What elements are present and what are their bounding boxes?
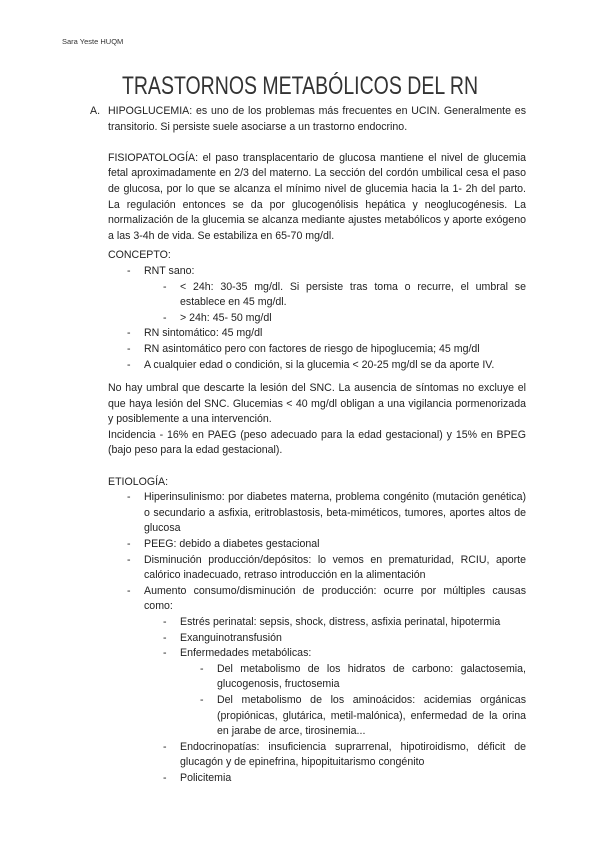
etiologia-heading: ETIOLOGÍA: [108,475,169,488]
concepto-heading: CONCEPTO: [108,249,171,262]
list-item: - RN sintomático: 45 mg/dl [108,326,526,342]
hipoglucemia-intro: HIPOGLUCEMIA: es uno de los problemas más frecuentes en UCIN. Generalmente es transitorio. Si persiste suele asociarse a un trastorno endocrino. [108,105,526,133]
section-a [90,104,526,135]
list-item: - Endocrinopatías: insuficiencia suprarrenal, hipotiroidismo, déficit de glucagón y de epinefrina, hipopituitarismo congénito [108,740,526,771]
list-item: - Policitemia [108,771,526,787]
list-item: - Disminución producción/depósitos: lo vemos en prematuridad, RCIU, aporte calórico inadecuado, retraso introducción en la alimentación [108,553,526,584]
list-item: - > 24h: 45- 50 mg/dl [108,311,526,327]
list-item-text: RNT sano: [144,264,195,277]
list-item: - A cualquier edad o condición, si la glucemia < 20-25 mg/dl se da aporte IV. [108,358,526,374]
list-item: - Del metabolismo de los aminoácidos: acidemias orgánicas (propiónicas, glutárica, metil-malónica), enfermedad de la orina en jarabe de arce, tirosinemia... [108,693,526,740]
list-item: - RN asintomático pero con factores de riesgo de hipoglucemia; 45 mg/dl [108,342,526,358]
list-item: - < 24h: 30-35 mg/dl. Si persiste tras toma o recurre, el umbral se establece en 45 mg/dl. [108,280,526,311]
incidencia-paragraph: Incidencia - 16% en PAEG (peso adecuado para la edad gestacional) y 15% en BPEG (bajo peso para la edad gestacional). [108,428,526,457]
list-item: - Aumento consumo/disminución de producción: ocurre por múltiples causas como: [108,584,526,615]
fisiopatologia-paragraph: FISIOPATOLOGÍA: el paso transplacentario de glucosa mantiene el nivel de glucemia fetal aproximadamente en 2/3 del materno. La sección del cordón umbilical cesa el paso de glucosa, por lo que se alcanza el mínimo nivel de glucemia hacia la 1- 2h del parto. La regulación entonces se da por glucogenólisis hepática y neoglucogénesis. La normalización de la glucemia se alcanza mediante ajustes metabólicos y aporte exógeno a las 3-4h de vida. Se estabiliza en 65-70 mg/dl. [108,151,526,242]
list-item: - Exanguinotransfusión [108,631,526,647]
umbral-paragraph: No hay umbral que descarte la lesión del SNC. La ausencia de síntomas no excluye el que haya lesión del SNC. Glucemias < 40 mg/dl obligan a una vigilancia pormenorizada y posiblemente a una intervención. [108,382,526,426]
document-body [90,104,526,787]
etiologia-list [108,490,526,786]
document-title: TRASTORNOS METABÓLICOS DEL RN [121,72,479,100]
page-header-author: Sara Yeste HUQM [62,37,124,46]
list-item: - PEEG: debido a diabetes gestacional [108,537,526,553]
list-item: - Enfermedades metabólicas: [108,646,526,662]
list-item [108,264,526,280]
list-item: - Estrés perinatal: sepsis, shock, distress, asfixia perinatal, hipotermia [108,615,526,631]
concepto-list [108,264,526,373]
list-marker: A. [90,105,101,117]
list-item: - Del metabolismo de los hidratos de carbono: galactosemia, glucogenosis, fructosemia [108,662,526,693]
list-item: - Hiperinsulinismo: por diabetes materna, problema congénito (mutación genética) o secundario a asfixia, eritroblastosis, beta-miméticos, tumores, aportes altos de glucosa [108,490,526,537]
